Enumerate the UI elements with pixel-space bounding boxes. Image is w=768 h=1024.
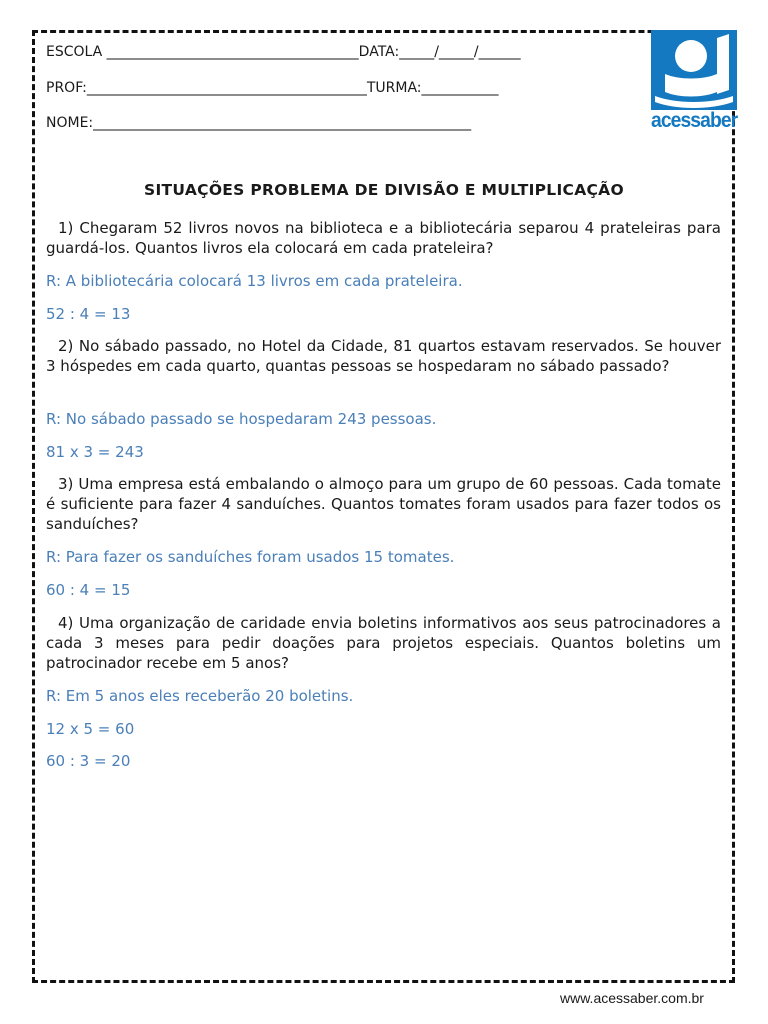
question-3-text: 3) Uma empresa está embalando o almoço para um grupo de 60 pessoas. Cada tomate é suficiente para fazer 4 sanduíches. Quantos tomates foram usados para fazer todos os sanduíches? [46,475,721,533]
logo-emblem [651,30,737,110]
answer-1: R: A bibliotecária colocará 13 livros em cada prateleira. [46,272,463,290]
answer-4: R: Em 5 anos eles receberão 20 boletins. [46,687,354,705]
question-4 [46,613,721,673]
question-1 [46,218,721,258]
calc-2-1: 81 x 3 = 243 [46,443,144,461]
worksheet-title: SITUAÇÕES PROBLEMA DE DIVISÃO E MULTIPLICAÇÃO [144,181,624,199]
question-3 [46,474,721,534]
prof-turma-line: PROF:________________________________________TURMA:___________ [46,80,499,96]
calc-4-2: 60 : 3 = 20 [46,752,131,770]
reader-icon [651,30,737,110]
escola-data-line: ESCOLA ____________________________________DATA:_____/_____/______ [46,44,521,60]
question-2 [46,336,721,376]
answer-2: R: No sábado passado se hospedaram 243 pessoas. [46,410,437,428]
question-4-text: 4) Uma organização de caridade envia boletins informativos aos seus patrocinadores a cada 3 meses para pedir doações para projetos especiais. Quantos boletins um patrocinador recebe em 5 anos? [46,614,721,672]
question-2-text: 2) No sábado passado, no Hotel da Cidade, 81 quartos estavam reservados. Se houver 3 hóspedes em cada quarto, quantas pessoas se hospedaram no sábado passado? [46,337,721,375]
calc-4-1: 12 x 5 = 60 [46,720,135,738]
logo-wordmark: acessaber [651,109,738,132]
answer-3: R: Para fazer os sanduíches foram usados 15 tomates. [46,548,455,566]
acessaber-logo [651,30,737,132]
nome-line: NOME:______________________________________________________ [46,115,472,131]
calc-1-1: 52 : 4 = 13 [46,305,131,323]
footer-url[interactable]: www.acessaber.com.br [560,990,704,1006]
question-1-text: 1) Chegaram 52 livros novos na biblioteca e a bibliotecária separou 4 prateleiras para guardá-los. Quantos livros ela colocará em cada prateleira? [46,219,721,257]
calc-3-1: 60 : 4 = 15 [46,581,131,599]
